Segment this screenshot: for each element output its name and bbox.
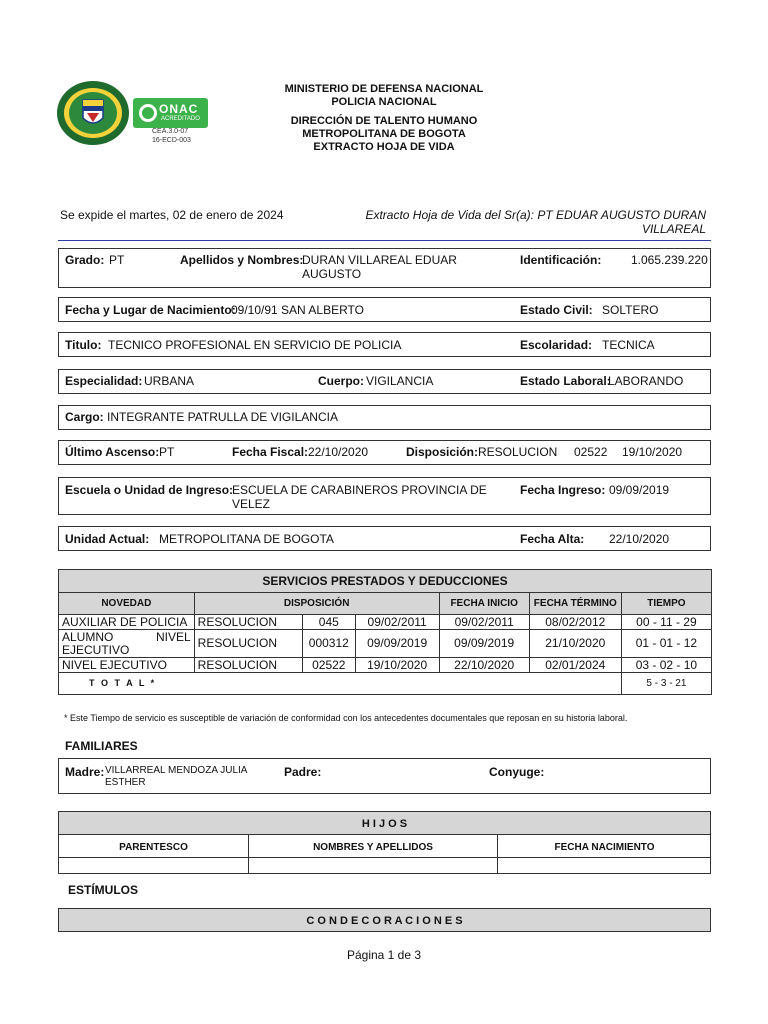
servicios-header-tiempo: TIEMPO bbox=[621, 593, 711, 615]
table-row bbox=[59, 630, 712, 658]
row-tipo: RESOLUCION bbox=[194, 615, 302, 630]
disp-num: 02522 bbox=[574, 445, 608, 459]
cargo-label: Cargo: bbox=[65, 410, 104, 424]
header-line1: MINISTERIO DE DEFENSA NACIONAL bbox=[284, 83, 484, 95]
fiscal-value: 22/10/2020 bbox=[308, 445, 369, 459]
escuela-value-2: VELEZ bbox=[232, 497, 271, 511]
row-fecha: 19/10/2020 bbox=[355, 658, 439, 673]
titulo-value: TECNICO PROFESIONAL EN SERVICIO DE POLICIA bbox=[108, 338, 402, 352]
row-fecha: 09/09/2019 bbox=[355, 630, 439, 658]
row-termino: 08/02/2012 bbox=[529, 615, 621, 630]
alta-value: 22/10/2020 bbox=[609, 532, 670, 546]
row-inicio: 09/02/2011 bbox=[439, 615, 529, 630]
box-nacimiento bbox=[58, 297, 711, 322]
onac-badge bbox=[133, 98, 208, 128]
total-row bbox=[59, 673, 712, 695]
escol-value: TECNICA bbox=[602, 338, 655, 352]
header-line2: POLICIA NACIONAL bbox=[331, 96, 437, 108]
onac-o-icon bbox=[139, 104, 157, 122]
espec-label: Especialidad: bbox=[65, 374, 143, 388]
disp-tipo: RESOLUCION bbox=[478, 445, 558, 459]
hijos-title: H I J O S bbox=[361, 818, 408, 830]
row-tiempo: 00 - 11 - 29 bbox=[621, 615, 711, 630]
onac-sub: ACREDITADO bbox=[161, 116, 200, 122]
onac-code1: CEA.3.0-07 bbox=[152, 128, 189, 135]
row-termino: 21/10/2020 bbox=[529, 630, 621, 658]
escuela-label: Escuela o Unidad de Ingreso: bbox=[65, 483, 234, 497]
box-cargo bbox=[58, 405, 711, 430]
box-escuela bbox=[58, 477, 711, 515]
page-number: Página 1 de 3 bbox=[346, 948, 422, 962]
nac-label: Fecha y Lugar de Nacimiento: bbox=[65, 303, 236, 317]
hijos-header-fecha: FECHA NACIMIENTO bbox=[554, 842, 655, 853]
hijos-empty-row bbox=[58, 857, 711, 874]
condecoraciones-box bbox=[58, 908, 711, 932]
grado-value: PT bbox=[109, 253, 125, 267]
nombres-value-1: DURAN VILLAREAL EDUAR bbox=[302, 253, 457, 267]
escol-label: Escolaridad: bbox=[520, 338, 593, 352]
familiares-title: FAMILIARES bbox=[65, 739, 138, 753]
row-novedad: NIVEL EJECUTIVO bbox=[59, 658, 195, 673]
espec-value: URBANA bbox=[144, 374, 195, 388]
ascenso-value: PT bbox=[159, 445, 175, 459]
nac-value: 09/10/91 SAN ALBERTO bbox=[231, 303, 364, 317]
onac-code2: 16-ECD-003 bbox=[152, 137, 191, 144]
box-especialidad bbox=[58, 369, 711, 394]
cargo-value: INTEGRANTE PATRULLA DE VIGILANCIA bbox=[107, 410, 338, 424]
servicios-header-inicio: FECHA INICIO bbox=[439, 593, 529, 615]
box-titulo bbox=[58, 332, 711, 357]
fiscal-label: Fecha Fiscal: bbox=[232, 445, 309, 459]
madre-label: Madre: bbox=[65, 765, 105, 779]
row-num: 000312 bbox=[302, 630, 355, 658]
row-tiempo: 03 - 02 - 10 bbox=[621, 658, 711, 673]
total-value: 5 - 3 - 21 bbox=[621, 673, 711, 695]
laboral-value: LABORANDO bbox=[608, 374, 684, 388]
extract-title-1: Extracto Hoja de Vida del Sr(a): PT EDUAR AUGUSTO DURAN bbox=[365, 208, 706, 222]
row-termino: 02/01/2024 bbox=[529, 658, 621, 673]
unidad-label: Unidad Actual: bbox=[65, 532, 150, 546]
madre-value-2: ESTHER bbox=[105, 777, 146, 788]
servicios-title: SERVICIOS PRESTADOS Y DEDUCCIONES bbox=[59, 570, 712, 593]
hijos-title-box bbox=[58, 811, 711, 835]
titulo-label: Titulo: bbox=[65, 338, 102, 352]
table-row bbox=[59, 658, 712, 673]
issue-date: Se expide el martes, 02 de enero de 2024 bbox=[60, 208, 284, 222]
box-grado bbox=[58, 248, 711, 288]
police-logo bbox=[56, 80, 130, 146]
table-row bbox=[59, 615, 712, 630]
footnote: * Este Tiempo de servicio es susceptible de variación de conformidad con los antecedentes documentales que reposan en su historia laboral. bbox=[64, 713, 628, 723]
header-line5: EXTRACTO HOJA DE VIDA bbox=[313, 141, 455, 153]
row-num: 045 bbox=[302, 615, 355, 630]
cuerpo-value: VIGILANCIA bbox=[366, 374, 434, 388]
box-ascenso bbox=[58, 440, 711, 465]
hijos-header-nombres: NOMBRES Y APELLIDOS bbox=[313, 842, 433, 853]
total-label: T O T A L * bbox=[59, 673, 622, 695]
ascenso-label: Último Ascenso: bbox=[65, 445, 160, 459]
alta-label: Fecha Alta: bbox=[520, 532, 585, 546]
servicios-header-disposicion: DISPOSICIÓN bbox=[194, 593, 439, 615]
civil-label: Estado Civil: bbox=[520, 303, 593, 317]
nombres-value-2: AUGUSTO bbox=[302, 267, 362, 281]
conyuge-label: Conyuge: bbox=[489, 765, 545, 779]
header-line4: METROPOLITANA DE BOGOTA bbox=[302, 128, 466, 140]
row-fecha: 09/02/2011 bbox=[355, 615, 439, 630]
box-familiares bbox=[58, 758, 711, 794]
row-tipo: RESOLUCION bbox=[194, 630, 302, 658]
cuerpo-label: Cuerpo: bbox=[318, 374, 364, 388]
disp-fecha: 19/10/2020 bbox=[622, 445, 683, 459]
escuela-value-1: ESCUELA DE CARABINEROS PROVINCIA DE bbox=[232, 483, 487, 497]
madre-value-1: VILLARREAL MENDOZA JULIA bbox=[105, 765, 248, 776]
extract-title-2: VILLAREAL bbox=[641, 222, 706, 236]
ingreso-label: Fecha Ingreso: bbox=[520, 483, 606, 497]
servicios-header-novedad: NOVEDAD bbox=[59, 593, 195, 615]
ident-label: Identificación: bbox=[520, 253, 602, 267]
box-unidad bbox=[58, 526, 711, 551]
unidad-value: METROPOLITANA DE BOGOTA bbox=[159, 532, 334, 546]
estimulos-title: ESTÍMULOS bbox=[68, 883, 139, 897]
ingreso-value: 09/09/2019 bbox=[609, 483, 670, 497]
extract-title bbox=[365, 208, 706, 236]
laboral-label: Estado Laboral: bbox=[520, 374, 611, 388]
row-inicio: 22/10/2020 bbox=[439, 658, 529, 673]
row-novedad: AUXILIAR DE POLICIA bbox=[59, 615, 195, 630]
row-tiempo: 01 - 01 - 12 bbox=[621, 630, 711, 658]
hijos-header-row bbox=[58, 834, 711, 858]
row-num: 02522 bbox=[302, 658, 355, 673]
disp-label: Disposición: bbox=[406, 445, 479, 459]
onac-brand: ONAC bbox=[159, 102, 199, 116]
row-novedad: ALUMNO NIVEL EJECUTIVO bbox=[59, 630, 195, 658]
padre-label: Padre: bbox=[284, 765, 322, 779]
servicios-table bbox=[58, 569, 712, 695]
grado-label: Grado: bbox=[65, 253, 105, 267]
condecoraciones-title: C O N D E C O R A C I O N E S bbox=[306, 915, 463, 927]
header-block bbox=[234, 83, 534, 154]
hijos-header-parentesco: PARENTESCO bbox=[119, 842, 188, 853]
servicios-header-termino: FECHA TÉRMINO bbox=[529, 593, 621, 615]
row-inicio: 09/09/2019 bbox=[439, 630, 529, 658]
blue-divider bbox=[58, 240, 711, 241]
row-tipo: RESOLUCION bbox=[194, 658, 302, 673]
ident-value: 1.065.239.220 bbox=[631, 253, 708, 267]
header-line3: DIRECCIÓN DE TALENTO HUMANO bbox=[290, 115, 478, 127]
nombres-label: Apellidos y Nombres: bbox=[180, 253, 304, 267]
civil-value: SOLTERO bbox=[602, 303, 659, 317]
